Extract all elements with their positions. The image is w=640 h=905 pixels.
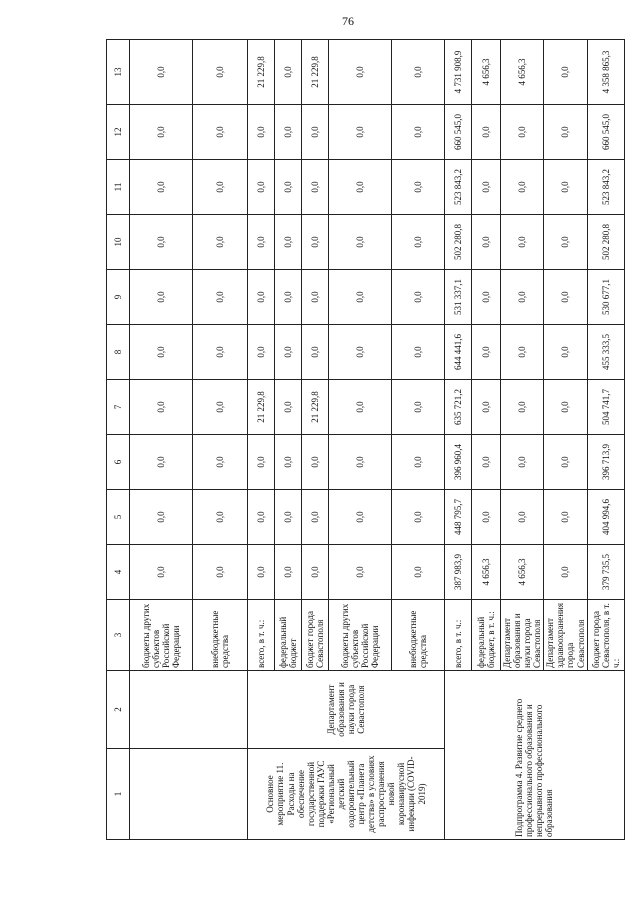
value-cell: 0,0: [275, 105, 302, 160]
value-cell: 0,0: [275, 325, 302, 380]
funding-source-cell: бюджеты других субъектов Российской Федерации: [329, 600, 392, 671]
value-cell: 0,0: [501, 270, 544, 325]
value-cell: 0,0: [248, 105, 275, 160]
funding-source-cell: внебюджетные средства: [193, 600, 248, 671]
value-cell: 0,0: [130, 270, 193, 325]
value-cell: 4 358 865,3: [587, 40, 624, 105]
value-cell: 0,0: [248, 215, 275, 270]
value-cell: 0,0: [248, 435, 275, 490]
value-cell: 0,0: [130, 325, 193, 380]
column-header: 12: [107, 105, 130, 160]
value-cell: 0,0: [275, 270, 302, 325]
value-cell: 0,0: [193, 215, 248, 270]
value-cell: 4 656,3: [472, 40, 501, 105]
value-cell: 0,0: [544, 270, 587, 325]
value-cell: 0,0: [501, 490, 544, 545]
value-cell: 4 656,3: [501, 40, 544, 105]
value-cell: 0,0: [248, 160, 275, 215]
column-header: 1: [107, 749, 130, 840]
value-cell: 0,0: [193, 40, 248, 105]
value-cell: 523 843,2: [445, 160, 472, 215]
value-cell: 0,0: [302, 325, 329, 380]
value-cell: 0,0: [329, 380, 392, 435]
value-cell: 0,0: [275, 215, 302, 270]
value-cell: 0,0: [544, 215, 587, 270]
value-cell: 644 441,6: [445, 325, 472, 380]
value-cell: 0,0: [130, 40, 193, 105]
value-cell: 0,0: [472, 160, 501, 215]
value-cell: 504 741,7: [587, 380, 624, 435]
column-header: 4: [107, 545, 130, 600]
header-row: [107, 40, 130, 840]
value-cell: 0,0: [501, 435, 544, 490]
value-cell: 0,0: [501, 325, 544, 380]
funding-source-cell: федеральный бюджет: [275, 600, 302, 671]
value-cell: 0,0: [392, 160, 445, 215]
value-cell: 0,0: [329, 490, 392, 545]
value-cell: 0,0: [193, 545, 248, 600]
value-cell: 502 280,8: [587, 215, 624, 270]
value-cell: 0,0: [329, 160, 392, 215]
column-header: 6: [107, 435, 130, 490]
value-cell: 0,0: [544, 545, 587, 600]
value-cell: 0,0: [130, 105, 193, 160]
page-number: 76: [342, 14, 354, 28]
value-cell: 0,0: [544, 490, 587, 545]
value-cell: 21 229,8: [248, 380, 275, 435]
column-header: 11: [107, 160, 130, 215]
table-row: [445, 40, 472, 840]
value-cell: 0,0: [472, 435, 501, 490]
value-cell: 660 545,0: [445, 105, 472, 160]
value-cell: 0,0: [392, 325, 445, 380]
value-cell: 0,0: [193, 325, 248, 380]
column-header: 13: [107, 40, 130, 105]
value-cell: 0,0: [248, 270, 275, 325]
funding-source-cell: бюджет города Севастополя, в т. ч.:: [587, 600, 624, 671]
value-cell: 0,0: [544, 40, 587, 105]
continuation-empty-cell: [130, 671, 248, 749]
value-cell: 0,0: [329, 215, 392, 270]
value-cell: 0,0: [193, 490, 248, 545]
value-cell: 0,0: [392, 270, 445, 325]
value-cell: 0,0: [544, 435, 587, 490]
value-cell: 0,0: [275, 40, 302, 105]
value-cell: 0,0: [302, 160, 329, 215]
funding-source-cell: внебюджетные средства: [392, 600, 445, 671]
value-cell: 396 960,4: [445, 435, 472, 490]
value-cell: 4 656,3: [472, 545, 501, 600]
value-cell: 0,0: [130, 490, 193, 545]
value-cell: 0,0: [472, 490, 501, 545]
value-cell: 0,0: [392, 545, 445, 600]
value-cell: 523 843,2: [587, 160, 624, 215]
value-cell: 0,0: [302, 545, 329, 600]
funding-source-cell: всего, в т. ч.:: [248, 600, 275, 671]
value-cell: 379 735,5: [587, 545, 624, 600]
value-cell: 0,0: [392, 40, 445, 105]
funding-source-cell: бюджеты других субъектов Российской Федерации: [130, 600, 193, 671]
funding-source-cell: бюджет города Севастополя: [302, 600, 329, 671]
value-cell: 530 677,1: [587, 270, 624, 325]
value-cell: 4 656,3: [501, 545, 544, 600]
value-cell: 0,0: [275, 435, 302, 490]
value-cell: 0,0: [544, 325, 587, 380]
value-cell: 0,0: [329, 105, 392, 160]
value-cell: 0,0: [193, 435, 248, 490]
value-cell: 0,0: [275, 160, 302, 215]
table-row: [130, 40, 193, 840]
column-header: 8: [107, 325, 130, 380]
value-cell: 455 333,5: [587, 325, 624, 380]
value-cell: 0,0: [501, 380, 544, 435]
value-cell: 0,0: [392, 215, 445, 270]
value-cell: 660 545,0: [587, 105, 624, 160]
value-cell: 0,0: [302, 435, 329, 490]
value-cell: 0,0: [302, 490, 329, 545]
value-cell: 0,0: [501, 105, 544, 160]
column-header: 9: [107, 270, 130, 325]
value-cell: 0,0: [193, 105, 248, 160]
value-cell: 0,0: [472, 215, 501, 270]
value-cell: 4 731 908,9: [445, 40, 472, 105]
value-cell: 0,0: [248, 325, 275, 380]
funding-source-cell: Департамент образования и науки города Севастополя: [501, 600, 544, 671]
value-cell: 21 229,8: [302, 40, 329, 105]
column-header: 10: [107, 215, 130, 270]
value-cell: 0,0: [248, 545, 275, 600]
value-cell: 0,0: [329, 270, 392, 325]
value-cell: 0,0: [302, 215, 329, 270]
value-cell: 21 229,8: [248, 40, 275, 105]
value-cell: 531 337,1: [445, 270, 472, 325]
value-cell: 0,0: [392, 105, 445, 160]
value-cell: 635 721,2: [445, 380, 472, 435]
event-name-cell: Основное мероприятие 11. Расходы на обеспечение государственной поддержки ГАУС «Региональный детский оздоровительный центр «Планета детства» в условиях распространения новой коронавирусной инфекции (COVID-2019): [248, 749, 445, 840]
table-row: [248, 40, 275, 840]
value-cell: 502 280,8: [445, 215, 472, 270]
value-cell: 0,0: [275, 380, 302, 435]
value-cell: 0,0: [501, 215, 544, 270]
value-cell: 0,0: [302, 105, 329, 160]
value-cell: 0,0: [130, 215, 193, 270]
value-cell: 0,0: [193, 160, 248, 215]
value-cell: 0,0: [130, 545, 193, 600]
value-cell: 0,0: [329, 545, 392, 600]
value-cell: 396 713,9: [587, 435, 624, 490]
value-cell: 0,0: [544, 160, 587, 215]
value-cell: 0,0: [544, 380, 587, 435]
value-cell: 0,0: [392, 435, 445, 490]
funding-source-cell: федеральный бюджет, в т. ч.:: [472, 600, 501, 671]
column-header: 3: [107, 600, 130, 671]
value-cell: 0,0: [501, 160, 544, 215]
funding-source-cell: всего, в т. ч.:: [445, 600, 472, 671]
funding-table: [106, 39, 625, 840]
value-cell: 0,0: [329, 325, 392, 380]
value-cell: 0,0: [248, 490, 275, 545]
subprogram-name-cell: Подпрограмма 4. Развитие среднего профессионального образования и непрерывного профессионального образования: [445, 671, 625, 840]
rotated-table-container: [106, 40, 626, 840]
value-cell: 0,0: [130, 380, 193, 435]
value-cell: 0,0: [193, 270, 248, 325]
value-cell: 0,0: [329, 435, 392, 490]
value-cell: 0,0: [472, 105, 501, 160]
value-cell: 0,0: [329, 40, 392, 105]
value-cell: 448 795,7: [445, 490, 472, 545]
value-cell: 0,0: [472, 380, 501, 435]
value-cell: 0,0: [472, 325, 501, 380]
value-cell: 0,0: [472, 270, 501, 325]
value-cell: 0,0: [193, 380, 248, 435]
column-header: 2: [107, 671, 130, 749]
column-header: 5: [107, 490, 130, 545]
value-cell: 0,0: [275, 545, 302, 600]
continuation-empty-cell: [130, 749, 248, 840]
value-cell: 0,0: [392, 490, 445, 545]
value-cell: 21 229,8: [302, 380, 329, 435]
funding-source-cell: Департамент здравоохранения города Севастополя: [544, 600, 587, 671]
value-cell: 387 983,9: [445, 545, 472, 600]
value-cell: 0,0: [275, 490, 302, 545]
value-cell: 0,0: [392, 380, 445, 435]
value-cell: 404 994,6: [587, 490, 624, 545]
executor-cell: Департамент образования и науки города Севастополя: [248, 671, 445, 749]
column-header: 7: [107, 380, 130, 435]
value-cell: 0,0: [544, 105, 587, 160]
value-cell: 0,0: [302, 270, 329, 325]
value-cell: 0,0: [130, 160, 193, 215]
value-cell: 0,0: [130, 435, 193, 490]
